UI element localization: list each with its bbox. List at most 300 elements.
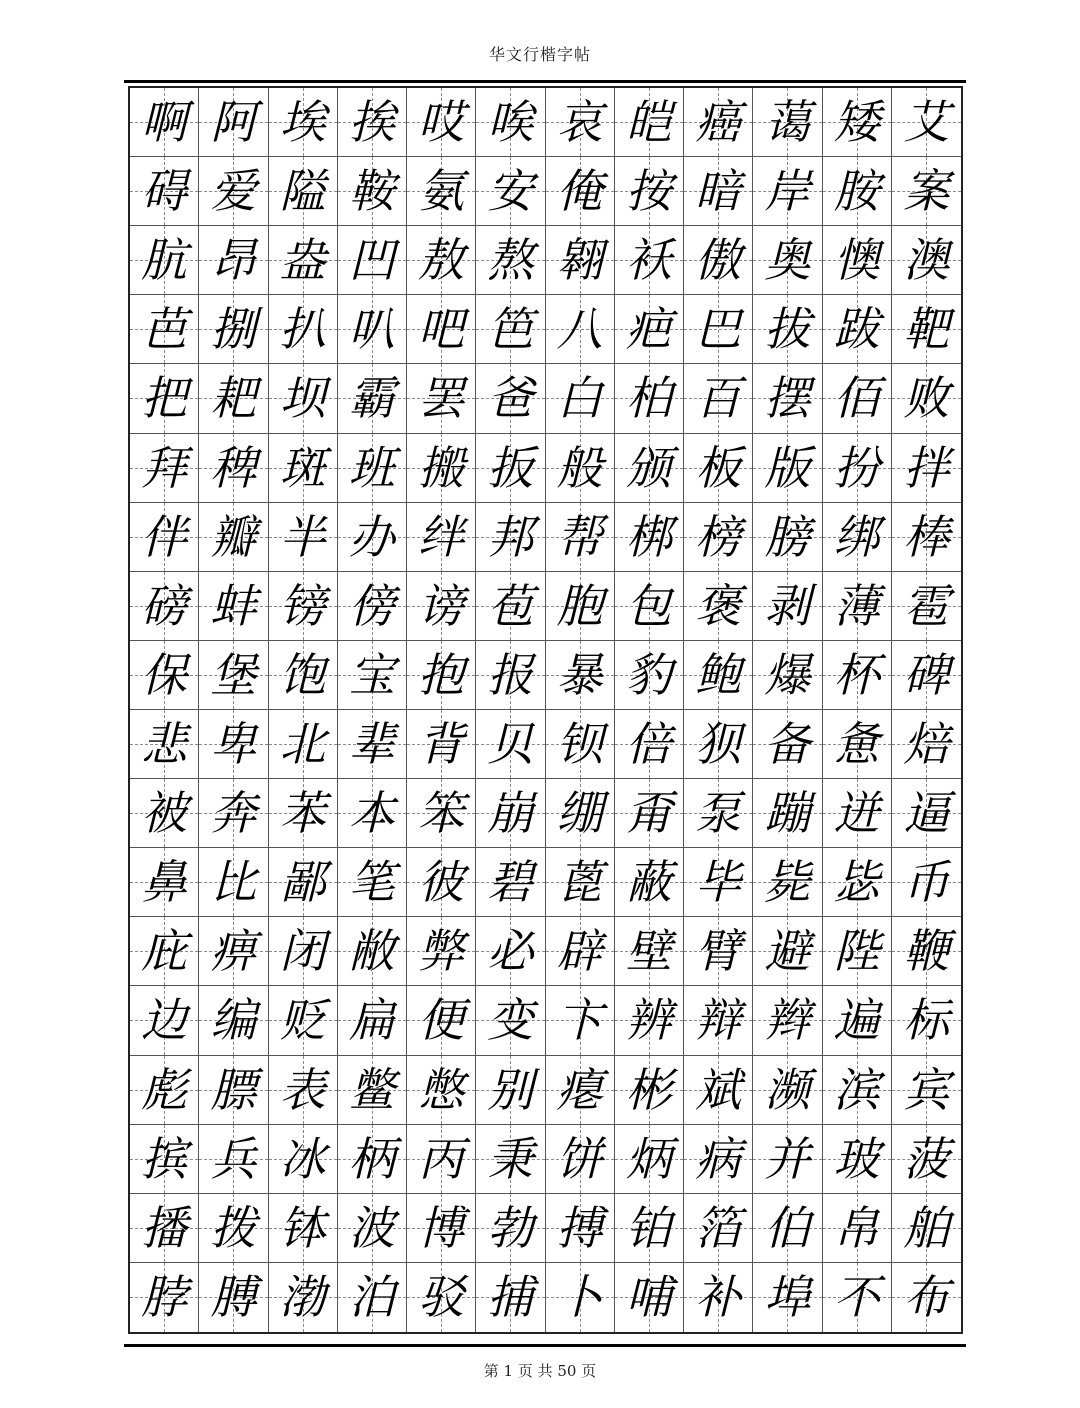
grid-cell: [199, 848, 268, 917]
grid-cell: [269, 1194, 338, 1263]
calligraphy-character: 蓖: [556, 855, 603, 910]
calligraphy-character: 膘: [210, 1062, 257, 1117]
grid-cell: [753, 1056, 822, 1125]
calligraphy-character: 蔼: [764, 95, 811, 150]
grid-cell: [130, 572, 199, 641]
calligraphy-character: 辟: [556, 924, 603, 979]
grid-cell: [684, 295, 753, 364]
grid-cell: [269, 1125, 338, 1194]
grid-cell: [199, 641, 268, 710]
grid-cell: [823, 295, 892, 364]
calligraphy-character: 扁: [348, 993, 395, 1048]
grid-cell: [269, 295, 338, 364]
grid-cell: [338, 917, 407, 986]
calligraphy-character: 罢: [418, 371, 465, 426]
calligraphy-character: 雹: [903, 578, 950, 633]
grid-cell: [338, 572, 407, 641]
calligraphy-character: 标: [903, 993, 950, 1048]
calligraphy-character: 八: [556, 302, 603, 357]
grid-cell: [753, 157, 822, 226]
grid-cell: [338, 1125, 407, 1194]
calligraphy-character: 甭: [625, 786, 672, 841]
grid-cell: [684, 157, 753, 226]
grid-cell: [753, 848, 822, 917]
calligraphy-character: 别: [487, 1062, 534, 1117]
calligraphy-character: 布: [903, 1270, 950, 1325]
grid-cell: [823, 917, 892, 986]
calligraphy-character: 啊: [141, 95, 188, 150]
grid-cell: [615, 986, 684, 1055]
calligraphy-character: 笆: [487, 302, 534, 357]
calligraphy-character: 碑: [903, 647, 950, 702]
grid-cell: [546, 1125, 615, 1194]
calligraphy-character: 案: [903, 164, 950, 219]
calligraphy-character: 泵: [695, 786, 742, 841]
grid-cell: [269, 503, 338, 572]
calligraphy-character: 遍: [833, 993, 880, 1048]
calligraphy-character: 胞: [556, 578, 603, 633]
calligraphy-character: 碧: [487, 855, 534, 910]
grid-cell: [476, 779, 545, 848]
grid-cell: [476, 295, 545, 364]
grid-cell: [892, 157, 961, 226]
grid-cell: [199, 1263, 268, 1332]
calligraphy-character: 摈: [141, 1131, 188, 1186]
grid-cell: [199, 779, 268, 848]
grid-cell: [892, 1056, 961, 1125]
grid-cell: [684, 1056, 753, 1125]
calligraphy-character: 百: [695, 371, 742, 426]
calligraphy-character: 鲍: [695, 647, 742, 702]
grid-cell: [476, 88, 545, 157]
calligraphy-character: 敝: [348, 924, 395, 979]
calligraphy-character: 褒: [695, 578, 742, 633]
grid-cell: [684, 1194, 753, 1263]
grid-cell: [892, 1194, 961, 1263]
calligraphy-character: 哀: [556, 95, 603, 150]
calligraphy-character: 编: [210, 993, 257, 1048]
calligraphy-character: 笨: [418, 786, 465, 841]
calligraphy-character: 备: [764, 717, 811, 772]
calligraphy-character: 病: [695, 1131, 742, 1186]
grid-cell: [199, 1056, 268, 1125]
calligraphy-character: 隘: [279, 164, 326, 219]
calligraphy-character: 白: [556, 371, 603, 426]
grid-cell: [338, 710, 407, 779]
grid-cell: [615, 1194, 684, 1263]
grid-cell: [199, 917, 268, 986]
grid-cell: [407, 710, 476, 779]
grid-cell: [823, 1194, 892, 1263]
calligraphy-character: 菠: [903, 1131, 950, 1186]
calligraphy-character: 半: [279, 509, 326, 564]
calligraphy-character: 宝: [348, 647, 395, 702]
calligraphy-character: 卑: [210, 717, 257, 772]
grid-cell: [684, 503, 753, 572]
calligraphy-character: 表: [279, 1062, 326, 1117]
calligraphy-character: 辈: [348, 717, 395, 772]
grid-cell: [407, 226, 476, 295]
calligraphy-character: 鄙: [279, 855, 326, 910]
calligraphy-character: 癌: [695, 95, 742, 150]
grid-cell: [753, 364, 822, 433]
grid-cell: [407, 1125, 476, 1194]
grid-cell: [823, 157, 892, 226]
grid-cell: [823, 572, 892, 641]
grid-cell: [615, 295, 684, 364]
grid-cell: [269, 88, 338, 157]
grid-cell: [615, 1125, 684, 1194]
calligraphy-character: 拔: [764, 302, 811, 357]
bottom-rule: [124, 1344, 966, 1347]
grid-cell: [407, 1056, 476, 1125]
grid-cell: [338, 226, 407, 295]
grid-cell: [546, 986, 615, 1055]
grid-cell: [615, 226, 684, 295]
calligraphy-character: 柄: [348, 1131, 395, 1186]
grid-cell: [476, 1194, 545, 1263]
grid-cell: [338, 986, 407, 1055]
calligraphy-character: 脖: [141, 1270, 188, 1325]
grid-cell: [130, 986, 199, 1055]
grid-cell: [269, 1056, 338, 1125]
grid-cell: [407, 641, 476, 710]
grid-cell: [199, 710, 268, 779]
calligraphy-character: 钵: [279, 1200, 326, 1255]
calligraphy-character: 肮: [141, 233, 188, 288]
calligraphy-character: 铂: [625, 1200, 672, 1255]
calligraphy-character: 倍: [625, 717, 672, 772]
grid-cell: [130, 848, 199, 917]
grid-cell: [476, 917, 545, 986]
grid-cell: [199, 364, 268, 433]
calligraphy-character: 胺: [833, 164, 880, 219]
page-title: 华文行楷字帖: [488, 45, 591, 64]
calligraphy-character: 斑: [279, 440, 326, 495]
calligraphy-character: 榜: [695, 509, 742, 564]
calligraphy-character: 巴: [695, 302, 742, 357]
calligraphy-character: 波: [348, 1200, 395, 1255]
calligraphy-character: 剥: [764, 578, 811, 633]
calligraphy-character: 镑: [279, 578, 326, 633]
grid-cell: [546, 503, 615, 572]
grid-cell: [199, 503, 268, 572]
calligraphy-character: 被: [141, 786, 188, 841]
grid-cell: [269, 641, 338, 710]
grid-cell: [823, 1263, 892, 1332]
grid-cell: [684, 1263, 753, 1332]
grid-cell: [892, 88, 961, 157]
calligraphy-character: 鳖: [348, 1062, 395, 1117]
calligraphy-character: 背: [418, 717, 465, 772]
grid-cell: [130, 88, 199, 157]
top-rule: [124, 80, 966, 83]
grid-cell: [615, 779, 684, 848]
grid-cell: [546, 226, 615, 295]
grid-cell: [407, 295, 476, 364]
calligraphy-character: 彬: [625, 1062, 672, 1117]
calligraphy-character: 扮: [833, 440, 880, 495]
grid-cell: [338, 1056, 407, 1125]
calligraphy-character: 扒: [279, 302, 326, 357]
grid-cell: [823, 434, 892, 503]
calligraphy-character: 鞭: [903, 924, 950, 979]
grid-cell: [615, 848, 684, 917]
calligraphy-character: 盎: [279, 233, 326, 288]
grid-cell: [407, 88, 476, 157]
calligraphy-character: 播: [141, 1200, 188, 1255]
calligraphy-character: 玻: [833, 1131, 880, 1186]
calligraphy-character: 博: [418, 1200, 465, 1255]
calligraphy-character: 绑: [833, 509, 880, 564]
grid-cell: [130, 503, 199, 572]
calligraphy-character: 绷: [556, 786, 603, 841]
calligraphy-character: 变: [487, 993, 534, 1048]
calligraphy-character: 颁: [625, 440, 672, 495]
grid-cell: [476, 1125, 545, 1194]
grid-cell: [892, 503, 961, 572]
calligraphy-character: 版: [764, 440, 811, 495]
grid-cell: [892, 779, 961, 848]
grid-cell: [823, 779, 892, 848]
grid-cell: [892, 572, 961, 641]
calligraphy-character: 跋: [833, 302, 880, 357]
calligraphy-character: 办: [348, 509, 395, 564]
calligraphy-character: 苯: [279, 786, 326, 841]
grid-cell: [684, 572, 753, 641]
calligraphy-character: 按: [625, 164, 672, 219]
grid-cell: [130, 779, 199, 848]
grid-cell: [615, 434, 684, 503]
grid-cell: [684, 917, 753, 986]
grid-cell: [199, 226, 268, 295]
calligraphy-character: 坝: [279, 371, 326, 426]
calligraphy-character: 谤: [418, 578, 465, 633]
calligraphy-character: 卜: [556, 1270, 603, 1325]
grid-cell: [130, 295, 199, 364]
calligraphy-character: 奔: [210, 786, 257, 841]
grid-cell: [892, 364, 961, 433]
calligraphy-character: 捌: [210, 302, 257, 357]
grid-cell: [892, 917, 961, 986]
grid-cell: [753, 986, 822, 1055]
calligraphy-character: 岸: [764, 164, 811, 219]
grid-cell: [684, 779, 753, 848]
calligraphy-character: 便: [418, 993, 465, 1048]
calligraphy-character: 哎: [418, 95, 465, 150]
grid-cell: [546, 1056, 615, 1125]
grid-cell: [199, 1194, 268, 1263]
calligraphy-character: 暗: [695, 164, 742, 219]
calligraphy-character: 靶: [903, 302, 950, 357]
grid-cell: [407, 364, 476, 433]
calligraphy-character: 边: [141, 993, 188, 1048]
calligraphy-character: 梆: [625, 509, 672, 564]
calligraphy-character: 惫: [833, 717, 880, 772]
calligraphy-character: 败: [903, 371, 950, 426]
calligraphy-character: 挨: [348, 95, 395, 150]
calligraphy-character: 拨: [210, 1200, 257, 1255]
calligraphy-character: 昂: [210, 233, 257, 288]
grid-cell: [338, 1263, 407, 1332]
calligraphy-character: 把: [141, 371, 188, 426]
calligraphy-character: 袄: [625, 233, 672, 288]
calligraphy-character: 并: [764, 1131, 811, 1186]
calligraphy-character: 膊: [210, 1270, 257, 1325]
grid-cell: [615, 641, 684, 710]
grid-cell: [546, 364, 615, 433]
grid-cell: [753, 1194, 822, 1263]
grid-cell: [753, 503, 822, 572]
calligraphy-character: 矮: [833, 95, 880, 150]
grid-cell: [476, 1056, 545, 1125]
grid-cell: [476, 848, 545, 917]
calligraphy-character: 贝: [487, 717, 534, 772]
grid-cell: [823, 986, 892, 1055]
grid-cell: [615, 157, 684, 226]
page-number: 第 1 页 共 50 页: [483, 1362, 597, 1380]
calligraphy-character: 滨: [833, 1062, 880, 1117]
calligraphy-character: 勃: [487, 1200, 534, 1255]
calligraphy-character: 佰: [833, 371, 880, 426]
calligraphy-character: 帮: [556, 509, 603, 564]
calligraphy-character: 爸: [487, 371, 534, 426]
calligraphy-character: 拜: [141, 440, 188, 495]
grid-cell: [338, 641, 407, 710]
calligraphy-character: 埠: [764, 1270, 811, 1325]
calligraphy-character: 傍: [348, 578, 395, 633]
calligraphy-character: 壁: [625, 924, 672, 979]
grid-cell: [892, 434, 961, 503]
calligraphy-character: 迸: [833, 786, 880, 841]
grid-cell: [615, 710, 684, 779]
grid-cell: [130, 434, 199, 503]
grid-cell: [338, 503, 407, 572]
grid-cell: [199, 434, 268, 503]
grid-cell: [546, 434, 615, 503]
grid-cell: [546, 157, 615, 226]
grid-cell: [546, 848, 615, 917]
calligraphy-character: 钡: [556, 717, 603, 772]
calligraphy-character: 臂: [695, 924, 742, 979]
grid-cell: [269, 434, 338, 503]
calligraphy-character: 逼: [903, 786, 950, 841]
grid-cell: [407, 848, 476, 917]
grid-cell: [130, 364, 199, 433]
calligraphy-character: 爆: [764, 647, 811, 702]
grid-cell: [753, 641, 822, 710]
calligraphy-character: 笔: [348, 855, 395, 910]
calligraphy-character: 捕: [487, 1270, 534, 1325]
calligraphy-character: 毖: [833, 855, 880, 910]
calligraphy-character: 饱: [279, 647, 326, 702]
calligraphy-character: 哺: [625, 1270, 672, 1325]
grid-cell: [338, 295, 407, 364]
calligraphy-character: 冰: [279, 1131, 326, 1186]
calligraphy-character: 伴: [141, 509, 188, 564]
grid-cell: [130, 226, 199, 295]
grid-cell: [130, 917, 199, 986]
calligraphy-character: 陛: [833, 924, 880, 979]
grid-cell: [823, 848, 892, 917]
grid-cell: [269, 1263, 338, 1332]
grid-cell: [615, 364, 684, 433]
grid-cell: [753, 434, 822, 503]
calligraphy-character: 伯: [764, 1200, 811, 1255]
calligraphy-character: 濒: [764, 1062, 811, 1117]
calligraphy-character: 澳: [903, 233, 950, 288]
calligraphy-character: 豹: [625, 647, 672, 702]
calligraphy-character: 报: [487, 647, 534, 702]
calligraphy-character: 避: [764, 924, 811, 979]
grid-cell: [684, 88, 753, 157]
calligraphy-character: 暴: [556, 647, 603, 702]
grid-cell: [269, 779, 338, 848]
grid-cell: [130, 1263, 199, 1332]
grid-cell: [130, 1056, 199, 1125]
calligraphy-character: 饼: [556, 1131, 603, 1186]
grid-cell: [753, 779, 822, 848]
grid-cell: [823, 503, 892, 572]
calligraphy-character: 苞: [487, 578, 534, 633]
calligraphy-character: 凹: [348, 233, 395, 288]
calligraphy-character: 堡: [210, 647, 257, 702]
grid-cell: [753, 710, 822, 779]
calligraphy-character: 贬: [279, 993, 326, 1048]
calligraphy-character: 渤: [279, 1270, 326, 1325]
grid-cell: [753, 88, 822, 157]
grid-cell: [199, 157, 268, 226]
calligraphy-character: 埃: [279, 95, 326, 150]
calligraphy-character: 蔽: [625, 855, 672, 910]
calligraphy-character: 悲: [141, 717, 188, 772]
grid-cell: [684, 848, 753, 917]
calligraphy-character: 北: [279, 717, 326, 772]
grid-cell: [269, 157, 338, 226]
calligraphy-character: 叭: [348, 302, 395, 357]
calligraphy-character: 狈: [695, 717, 742, 772]
calligraphy-character: 不: [833, 1270, 880, 1325]
grid-cell: [476, 157, 545, 226]
calligraphy-character: 丙: [418, 1131, 465, 1186]
grid-cell: [684, 434, 753, 503]
calligraphy-character: 毙: [764, 855, 811, 910]
grid-cell: [546, 88, 615, 157]
grid-cell: [684, 641, 753, 710]
grid-cell: [823, 226, 892, 295]
calligraphy-character: 搏: [556, 1200, 603, 1255]
calligraphy-character: 保: [141, 647, 188, 702]
grid-cell: [476, 434, 545, 503]
grid-cell: [892, 295, 961, 364]
calligraphy-character: 兵: [210, 1131, 257, 1186]
calligraphy-character: 扳: [487, 440, 534, 495]
grid-cell: [338, 434, 407, 503]
grid-cell: [892, 1263, 961, 1332]
calligraphy-character: 本: [348, 786, 395, 841]
calligraphy-character: 辨: [625, 993, 672, 1048]
grid-cell: [892, 986, 961, 1055]
calligraphy-character: 懊: [833, 233, 880, 288]
calligraphy-character: 搬: [418, 440, 465, 495]
calligraphy-character: 弊: [418, 924, 465, 979]
grid-cell: [199, 1125, 268, 1194]
grid-cell: [407, 1263, 476, 1332]
calligraphy-character: 磅: [141, 578, 188, 633]
grid-cell: [476, 986, 545, 1055]
calligraphy-character: 稗: [210, 440, 257, 495]
calligraphy-character: 补: [695, 1270, 742, 1325]
